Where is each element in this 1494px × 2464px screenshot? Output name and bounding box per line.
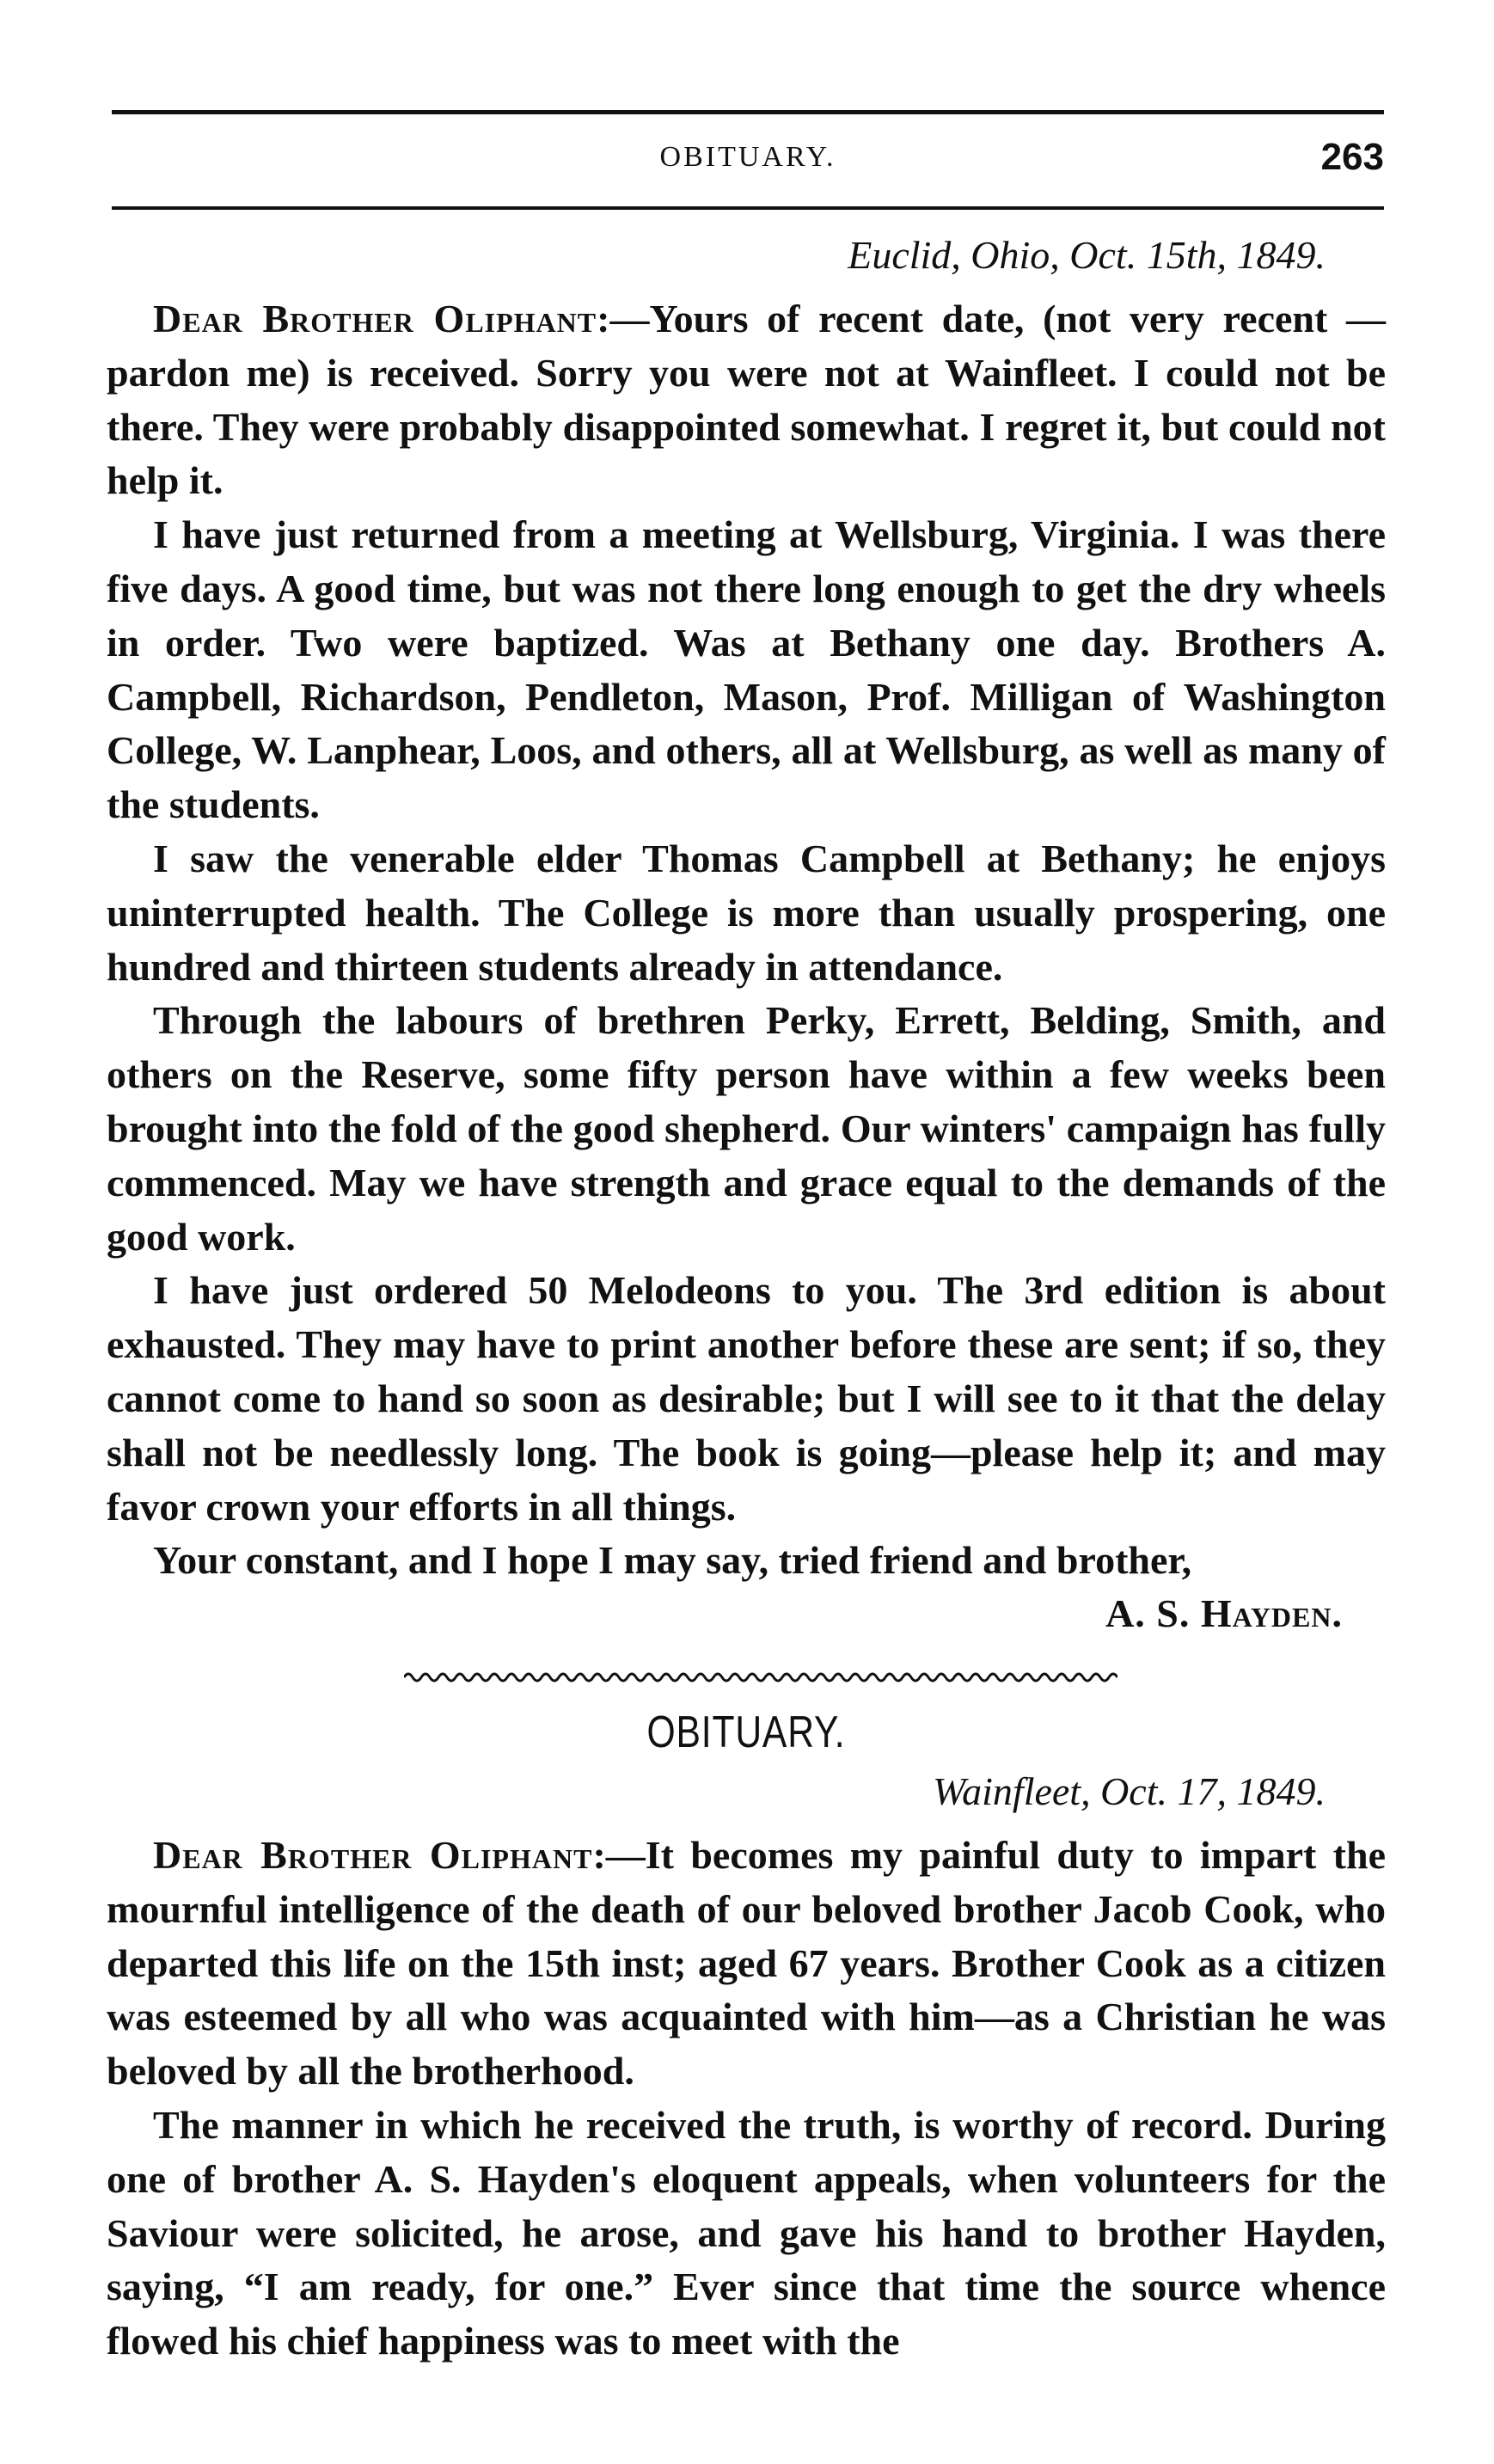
wavy-divider [404,1668,1117,1687]
obituary-paragraph: The manner in which he received the truth, is worthy of record. During one of brother A. S. Hayden's eloquent appeals, when volunteers for the Saviour were solicited, he arose, and gave his hand to brother Hayden, saying, “I am ready, for one.” Ever since that time the source whence flowed his chief happiness was to meet with the [107,2102,1386,2363]
letter-salutation: Dear Brother Oliphant [153,297,597,340]
obituary-dateline: Wainfleet, Oct. 17, 1849. [933,1769,1326,1813]
letter-hayden [107,230,1386,1640]
letter-signature [107,1588,1386,1640]
letter-paragraph: I have just returned from a meeting at Wellsburg, Virginia. I was there five days. A good time, but was not there long enough to get the dry wheels in order. Two were baptized. Was at Bethany one day. Brothers A. Campbell, Richardson, Pendleton, Mason, Prof. Milligan of Washington College, W. Lanphear, Loos, and others, all at Wellsburg, as well as many of the students. [107,512,1386,827]
running-head [112,136,1384,187]
obituary-letter [107,1767,1386,2369]
obituary-salutation: Dear Brother Oliphant [153,1833,593,1877]
letter-paragraph [107,292,1386,508]
letter-paragraph: Through the labours of brethren Perky, Errett, Belding, Smith, and others on the Reserve, some fifty person have within a few weeks been brought into the fold of the good shepherd. Our winters' campaign has fully commenced. May we have strength and grace equal to the demands of the good work. [107,998,1386,1259]
page-number: 263 [1320,136,1384,178]
letter-body [107,292,1386,1588]
obituary-paragraph [107,1829,1386,2099]
letter-dateline: Euclid, Ohio, Oct. 15th, 1849. [848,233,1326,277]
letter-paragraph-text: :—Yours of recent date, (not very recent —pardon me) is received. Sorry you were not at Wainfleet. I could not be there. They were probably disappointed somewhat. I regret it, but could not help it. [107,297,1386,503]
running-title: OBITUARY. [659,141,836,173]
obituary-body [107,1829,1386,2369]
obituary-paragraph-text: :—It becomes my painful duty to impart the mournful intelligence of the death of our beloved brother Jacob Cook, who departed this life on the 15th inst; aged 67 years. Brother Cook as a citizen was esteemed by all who was acquainted with him—as a Christian he was beloved by all the brotherhood. [107,1833,1386,2093]
letter-paragraph: I saw the venerable elder Thomas Campbell at Bethany; he enjoys uninterrupted health. The College is more than usually prospering, one hundred and thirteen students already in attendance. [107,836,1386,989]
signature-name: A. S. Hayden. [1105,1591,1343,1636]
header-rule-top [112,110,1384,114]
section-heading: OBITUARY. [646,1707,846,1757]
header-rule-bottom [112,206,1384,210]
letter-paragraph: I have just ordered 50 Melodeons to you. The 3rd edition is about exhausted. They may have to print another before these are sent; if so, they cannot come to hand so soon as desirable; but I will see to it that the delay shall not be needlessly long. The book is going—please help it; and may favor crown your efforts in all things. [107,1268,1386,1529]
letter-closing: Your constant, and I hope I may say, tried friend and brother, [153,1538,1192,1583]
